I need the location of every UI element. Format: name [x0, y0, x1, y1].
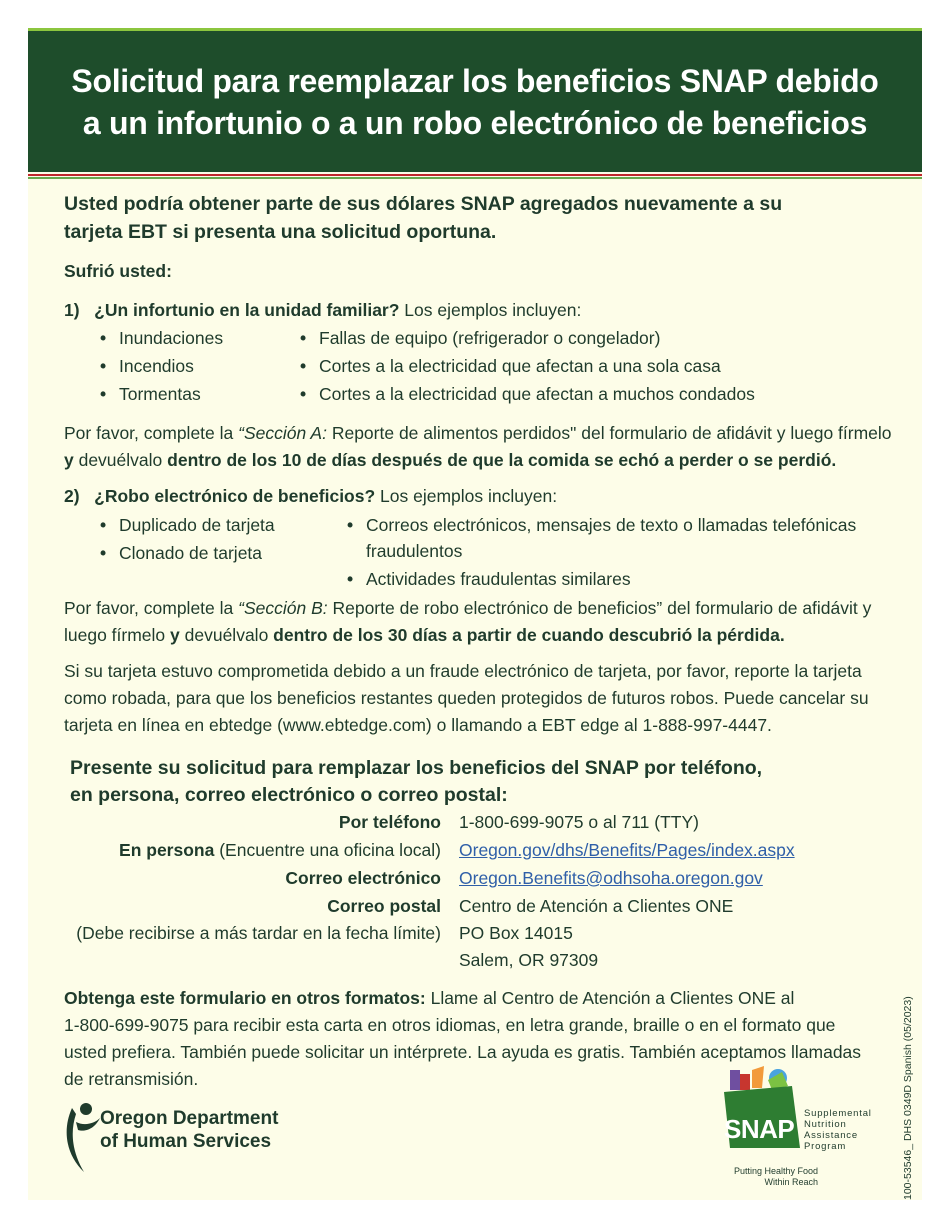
- formats-line-4: de retransmisión.: [64, 1069, 199, 1089]
- instr-text: Por favor, complete la: [64, 423, 239, 443]
- list-item: • Inundaciones: [119, 324, 223, 352]
- section2-heading: [64, 482, 557, 510]
- mail-deadline-note: (Debe recibirse a más tardar en la fecha límite): [76, 923, 441, 943]
- list-item: • Tormentas: [119, 380, 201, 408]
- fraud-note-line-1: Si su tarjeta estuvo comprometida debido a un fraude electrónico de tarjeta, por favor, reporte la tarjeta: [64, 661, 862, 681]
- section1-suffix: Los ejemplos incluyen:: [399, 300, 582, 320]
- submit-heading-2: en persona, correo electrónico o correo postal:: [70, 784, 508, 806]
- snap-logo: [722, 1066, 892, 1191]
- snap-tagline-line: Putting Healthy Food: [733, 1166, 818, 1176]
- mail-address-line-2: PO Box 14015: [459, 923, 573, 943]
- instr-text: Por favor, complete la: [64, 598, 239, 618]
- mail-address-line-1: Centro de Atención a Clientes ONE: [459, 896, 734, 916]
- snap-program-line: Nutrition: [804, 1119, 847, 1130]
- section1-instructions-line-2: [64, 446, 836, 474]
- list-item: • Correos electrónicos, mensajes de texto o llamadas telefónicas: [366, 511, 856, 539]
- instr-y: y: [170, 625, 180, 645]
- divider-red: [28, 174, 922, 176]
- person-label: [28, 836, 441, 864]
- snap-program-line: Supplemental: [804, 1108, 872, 1119]
- title-line-2: a un infortunio o a un robo electrónico de beneficios: [82, 104, 868, 141]
- list-item: • Actividades fraudulentas similares: [366, 565, 631, 593]
- section1-deadline: dentro de los 10 de días después de que la comida se echó a perder o se perdió.: [167, 450, 837, 470]
- instr-text: devuélvalo: [73, 450, 168, 470]
- formats-line-1: [64, 984, 794, 1012]
- office-locator-link[interactable]: Oregon.gov/dhs/Benefits/Pages/index.aspx: [459, 840, 795, 860]
- instr-text: luego fírmelo: [64, 625, 171, 645]
- section1-title: ¿Un infortunio en la unidad familiar?: [94, 300, 400, 320]
- submit-heading-1: Presente su solicitud para remplazar los beneficios del SNAP por teléfono,: [70, 757, 763, 779]
- formats-line-3: usted prefiera. También puede solicitar un intérprete. La ayuda es gratis. También aceptamos llamadas: [64, 1042, 862, 1062]
- formats-line-2: 1-800-699-9075 para recibir esta carta en otros idiomas, en letra grande, braille o en el formato que: [64, 1015, 836, 1035]
- email-link-wrap: [459, 864, 763, 892]
- section-b-ref: “Sección B:: [238, 598, 328, 618]
- section2-deadline: dentro de los 30 días a partir de cuando descubrió la pérdida.: [273, 625, 785, 645]
- instr-text: devuélvalo: [179, 625, 274, 645]
- section2-number: 2): [64, 486, 80, 506]
- section2-instructions-line-2: [64, 621, 785, 649]
- snap-tagline-line: Within Reach: [764, 1177, 818, 1187]
- list-item: • Cortes a la electricidad que afectan a muchos condados: [319, 380, 755, 408]
- person-label-bold: En persona: [119, 840, 215, 860]
- section1-number: 1): [64, 300, 80, 320]
- list-item: • Fallas de equipo (refrigerador o congelador): [319, 324, 660, 352]
- snap-tagline: [706, 1166, 818, 1188]
- intro-line-1: Usted podría obtener parte de sus dólares SNAP agregados nuevamente a su: [64, 193, 783, 215]
- form-page: [28, 28, 922, 1200]
- email-link[interactable]: Oregon.Benefits@odhsoha.oregon.gov: [459, 868, 763, 888]
- snap-program-line: Assistance: [804, 1130, 858, 1141]
- instr-text: Reporte de alimentos perdidos" del formulario de afidávit y luego fírmelo: [326, 423, 892, 443]
- title-banner: [28, 31, 922, 172]
- section2-instructions-line-1: [64, 594, 871, 622]
- office-link-wrap: [459, 836, 795, 864]
- section1-instructions-line-1: [64, 419, 892, 447]
- section2-suffix: Los ejemplos incluyen:: [375, 486, 558, 506]
- suffered-label: Sufrió usted:: [64, 261, 172, 281]
- section1-heading: [64, 296, 581, 324]
- instr-text: Reporte de robo electrónico de beneficios” del formulario de afidávit y: [327, 598, 872, 618]
- snap-word: SNAP: [724, 1114, 795, 1144]
- form-id: 100-53546_ DHS 0349D Spanish (05/2023): [902, 996, 914, 1200]
- odhs-figure-icon: [62, 1100, 102, 1176]
- intro-line-2: tarjeta EBT si presenta una solicitud oportuna.: [64, 221, 497, 243]
- odhs-logo: [62, 1100, 292, 1176]
- phone-value: 1-800-699-9075 o al 711 (TTY): [459, 812, 699, 832]
- list-item: • Cortes a la electricidad que afectan a una sola casa: [319, 352, 721, 380]
- snap-program-line: Program: [804, 1141, 847, 1152]
- mail-address-line-3: Salem, OR 97309: [459, 950, 599, 970]
- section2-title: ¿Robo electrónico de beneficios?: [94, 486, 376, 506]
- fraud-note-line-2: como robada, para que los beneficios restantes queden protegidos de futuros robos. Puede cancelar su: [64, 688, 869, 708]
- snap-program-name: [804, 1108, 872, 1152]
- odhs-logo-line-1: Oregon Department: [100, 1108, 279, 1129]
- odhs-logo-line-2: of Human Services: [100, 1131, 272, 1152]
- mail-label: Correo postal: [327, 896, 441, 916]
- list-item-continuation: fraudulentos: [366, 541, 463, 561]
- person-label-note: (Encuentre una oficina local): [214, 840, 441, 860]
- divider-green: [28, 177, 922, 179]
- phone-label: Por teléfono: [338, 812, 441, 832]
- list-item: • Duplicado de tarjeta: [119, 511, 275, 539]
- section-a-ref: “Sección A:: [238, 423, 327, 443]
- instr-y: y: [64, 450, 74, 470]
- title-line-1: Solicitud para reemplazar los beneficios SNAP debido: [71, 62, 879, 99]
- list-item: • Clonado de tarjeta: [119, 539, 262, 567]
- formats-label: Obtenga este formulario en otros formatos:: [64, 988, 426, 1008]
- fraud-note-line-3: tarjeta en línea en ebtedge (www.ebtedge.com) o llamando a EBT edge al 1-888-997-4447.: [64, 715, 772, 735]
- list-item: • Incendios: [119, 352, 194, 380]
- email-label: Correo electrónico: [285, 868, 441, 888]
- formats-text: Llame al Centro de Atención a Clientes ONE al: [425, 988, 795, 1008]
